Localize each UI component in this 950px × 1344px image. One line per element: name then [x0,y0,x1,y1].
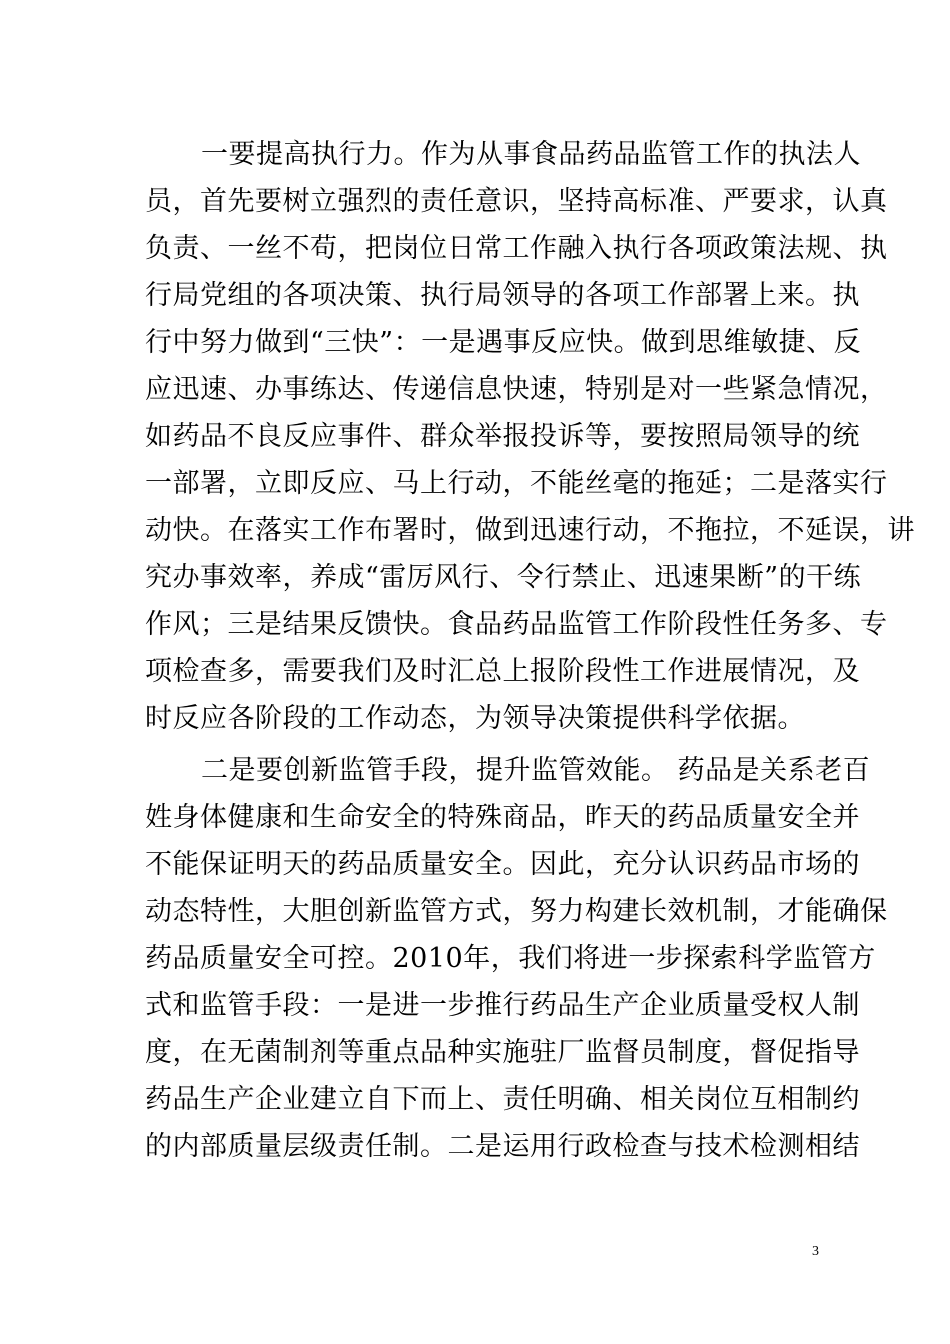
text-line: 姓身体健康和生命安全的特殊商品，昨天的药品质量安全并 [145,802,860,833]
page-number: 3 [812,1244,819,1259]
text-line: 如药品不良反应事件、群众举报投诉等，要按照局领导的统 [145,421,860,452]
text-line: 究办事效率，养成“雷厉风行、令行禁止、迅速果断”的干练 [145,562,862,593]
text-line: 度，在无菌制剂等重点品种实施驻厂监督员制度，督促指导 [145,1037,860,1068]
text-line: 行局党组的各项决策、执行局领导的各项工作部署上来。执 [145,280,860,311]
text-line: 项检查多，需要我们及时汇总上报阶段性工作进展情况，及 [145,656,860,687]
text-line: 负责、一丝不苟，把岗位日常工作融入执行各项政策法规、执 [145,233,888,264]
text-line: 的内部质量层级责任制。二是运用行政检查与技术检测相结 [145,1131,860,1162]
text-line: 作风；三是结果反馈快。食品药品监管工作阶段性任务多、专 [145,609,888,640]
text-line: 一要提高执行力。作为从事食品药品监管工作的执法人 [201,139,861,170]
text-line: 药品质量安全可控。2010年，我们将进一步探索科学监管方 [145,943,876,974]
text-line: 动态特性，大胆创新监管方式，努力构建长效机制，才能确保 [145,896,888,927]
text-line: 行中努力做到“三快”：一是遇事反应快。做到思维敏捷、反 [145,327,862,358]
text-line: 式和监管手段：一是进一步推行药品生产企业质量受权人制 [145,990,860,1021]
text-line: 药品生产企业建立自下而上、责任明确、相关岗位互相制约 [145,1084,860,1115]
text-line: 应迅速、办事练达、传递信息快速，特别是对一些紧急情况， [145,374,888,405]
text-line: 员，首先要树立强烈的责任意识，坚持高标准、严要求，认真 [145,186,888,217]
text-line: 一部署，立即反应、马上行动，不能丝毫的拖延；二是落实行 [145,468,888,499]
text-line: 不能保证明天的药品质量安全。因此，充分认识药品市场的 [145,849,860,880]
text-line: 二是要创新监管手段，提升监管效能。 药品是关系老百 [201,755,871,786]
text-line: 动快。在落实工作布署时，做到迅速行动，不拖拉，不延误，讲 [145,515,915,546]
text-line: 时反应各阶段的工作动态，为领导决策提供科学依据。 [145,703,805,734]
